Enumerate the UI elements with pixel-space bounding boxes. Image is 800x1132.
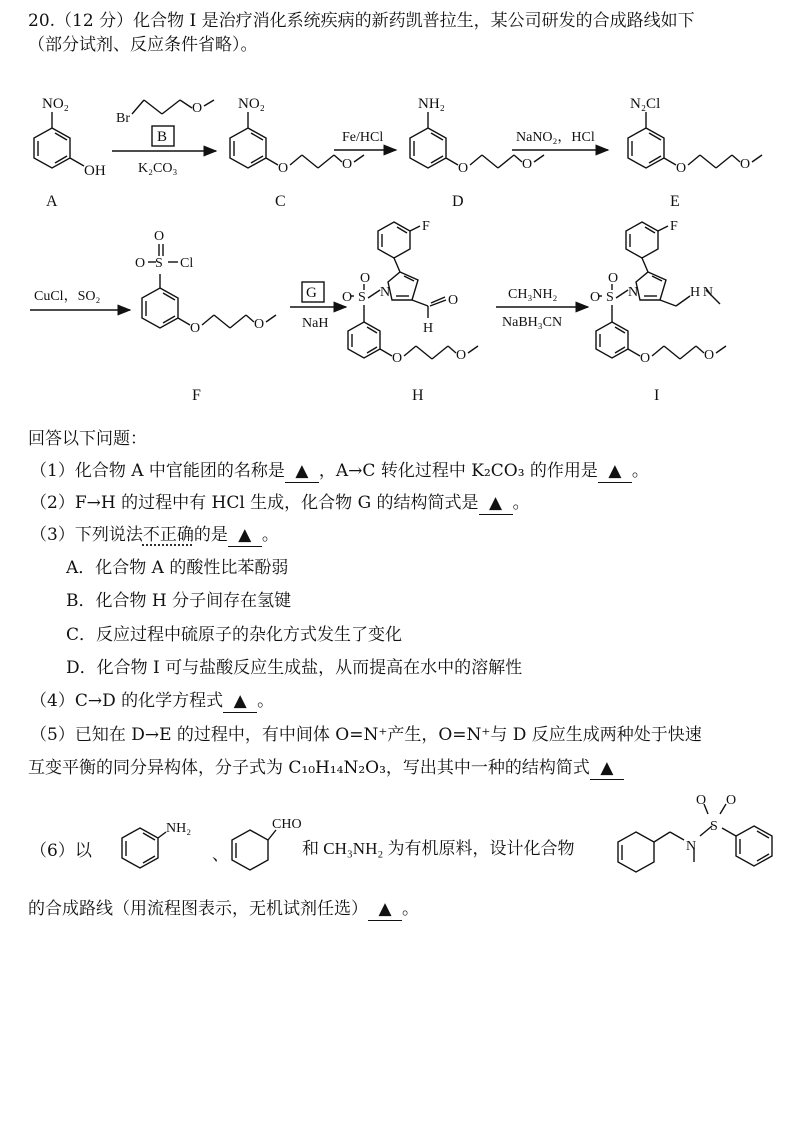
q4-text-b: 。 bbox=[257, 691, 275, 711]
q3-text-a: （3）下列说法 bbox=[30, 525, 143, 545]
c-o1: O bbox=[278, 161, 289, 176]
compound-a-structure bbox=[34, 112, 84, 168]
i-o1: O bbox=[640, 351, 651, 366]
question-line-2: （部分试剂、反应条件省略）。 bbox=[28, 35, 258, 55]
q6-cho: CHO bbox=[272, 817, 302, 832]
label-i: I bbox=[654, 387, 660, 404]
f-o2: O bbox=[254, 317, 265, 332]
question-6-line-2 bbox=[28, 898, 419, 921]
reagent-fe-hcl: Fe/HCl bbox=[342, 130, 384, 145]
e-o1: O bbox=[676, 161, 687, 176]
question-5-line-1: （5）已知在 D→E 的过程中，有中间体 O=N⁺产生，O=N⁺与 D 反应生成两种处于快速 bbox=[30, 725, 702, 745]
compound-h-structure bbox=[348, 222, 478, 359]
c-o2: O bbox=[342, 157, 353, 172]
i-o2: O bbox=[704, 348, 715, 363]
label-a: A bbox=[46, 193, 58, 210]
label-h: H bbox=[412, 387, 424, 404]
h-o1: O bbox=[392, 351, 403, 366]
h-o-left: O bbox=[342, 290, 353, 305]
question-2 bbox=[30, 492, 530, 515]
q3-option-b[interactable]: B．化合物 H 分子间存在氢键 bbox=[66, 591, 292, 611]
i-n: N bbox=[628, 285, 639, 300]
q3-option-d[interactable]: D．化合物 I 可与盐酸反应生成盐，从而提高在水中的溶解性 bbox=[66, 658, 523, 678]
question-4 bbox=[30, 690, 274, 713]
f-cl: Cl bbox=[180, 256, 194, 271]
reagent-nabh3cn: NaBH₃CN bbox=[502, 315, 563, 330]
q1-text-c: 。 bbox=[631, 461, 649, 481]
q3-text-d: 。 bbox=[261, 525, 279, 545]
label-c: C bbox=[275, 193, 286, 210]
q3-option-a[interactable]: A．化合物 A 的酸性比苯酚弱 bbox=[66, 558, 289, 578]
reagent-nah: NaH bbox=[302, 316, 329, 331]
h-s: S bbox=[358, 290, 366, 305]
reagent-k2co3: K₂CO₃ bbox=[138, 161, 178, 176]
q6-target-n: N bbox=[686, 839, 697, 854]
h-n: N bbox=[380, 285, 391, 300]
q6-text-line2: 的合成路线（用流程图表示，无机试剂任选） bbox=[28, 899, 368, 919]
reagent-cucl-so2: CuCl，SO₂ bbox=[34, 289, 101, 304]
reagent-ch3nh2: CH₃NH₂ bbox=[508, 287, 558, 302]
q6-target-s: S bbox=[710, 819, 718, 834]
q6-target-o2: O bbox=[726, 793, 737, 808]
reagent-b-label: B bbox=[157, 129, 168, 145]
q6-prefix: （6）以 bbox=[30, 841, 92, 861]
label-d: D bbox=[452, 193, 464, 210]
question-line-1: 20.（12 分）化合物 I 是治疗消化系统疾病的新药凯普拉生，某公司研发的合成路线如下 bbox=[28, 11, 695, 31]
f-s: S bbox=[155, 256, 163, 271]
q1-text-b: ，A→C 转化过程中 K₂CO₃ 的作用是 bbox=[318, 461, 598, 481]
h-h: H bbox=[423, 321, 434, 336]
q5-blank[interactable]: ▲ bbox=[590, 757, 624, 780]
q4-blank[interactable]: ▲ bbox=[223, 690, 257, 713]
q2-text-a: （2）F→H 的过程中有 HCl 生成，化合物 G 的结构简式是 bbox=[30, 493, 479, 513]
q1-text-a: （1）化合物 A 中官能团的名称是 bbox=[30, 461, 285, 481]
label-e: E bbox=[670, 193, 680, 210]
cyclohexene-aldehyde-structure bbox=[232, 830, 276, 870]
q6-structures bbox=[0, 790, 800, 900]
q2-text-b: 。 bbox=[512, 493, 530, 513]
question-3 bbox=[30, 524, 279, 547]
h-f: F bbox=[422, 219, 430, 234]
q6-separator: 、 bbox=[212, 845, 229, 864]
q6-blank[interactable]: ▲ bbox=[368, 898, 402, 921]
target-compound-structure bbox=[618, 804, 772, 872]
d-o2: O bbox=[522, 157, 533, 172]
aniline-structure bbox=[122, 828, 166, 868]
i-o-top: O bbox=[608, 271, 619, 286]
h-o2: O bbox=[456, 348, 467, 363]
e-o2: O bbox=[740, 157, 751, 172]
q5-text-a: 互变平衡的同分异构体，分子式为 C₁₀H₁₄N₂O₃，写出其中一种的结构简式 bbox=[28, 758, 590, 778]
q3-text-c: 的是 bbox=[193, 525, 228, 545]
q6-aniline-nh2: NH₂ bbox=[166, 821, 192, 836]
label-f: F bbox=[192, 387, 201, 404]
i-s: S bbox=[606, 290, 614, 305]
d-o1: O bbox=[458, 161, 469, 176]
b-o: O bbox=[192, 101, 203, 116]
d-nh2: NH₂ bbox=[418, 96, 445, 112]
q1-blank-1[interactable]: ▲ bbox=[285, 460, 319, 483]
q6-target-o1: O bbox=[696, 793, 707, 808]
c-no2: NO₂ bbox=[238, 96, 265, 112]
answer-intro: 回答以下问题： bbox=[28, 429, 147, 449]
i-nh: H N bbox=[690, 285, 714, 300]
h-o-aldehyde: O bbox=[448, 293, 459, 308]
a-no2: NO₂ bbox=[42, 96, 69, 112]
i-f: F bbox=[670, 219, 678, 234]
q1-blank-2[interactable]: ▲ bbox=[598, 460, 632, 483]
q2-blank[interactable]: ▲ bbox=[479, 492, 513, 515]
f-o-left: O bbox=[135, 256, 146, 271]
f-o1: O bbox=[190, 321, 201, 336]
i-o-left: O bbox=[590, 290, 601, 305]
reagent-nano2-hcl: NaNO₂，HCl bbox=[516, 130, 595, 145]
reagent-g-label: G bbox=[306, 285, 317, 301]
question-5-line-2 bbox=[28, 757, 624, 780]
synthesis-scheme bbox=[0, 0, 800, 420]
b-br: Br bbox=[116, 111, 130, 126]
q6-text-c: 和 CH₃NH₂ 为有机原料，设计化合物 bbox=[302, 839, 575, 858]
question-1 bbox=[30, 460, 649, 483]
f-o-top: O bbox=[154, 229, 165, 244]
a-oh: OH bbox=[84, 163, 106, 179]
e-n2cl: N₂Cl bbox=[630, 96, 661, 112]
q3-option-c[interactable]: C．反应过程中硫原子的杂化方式发生了变化 bbox=[66, 625, 403, 645]
q4-text-a: （4）C→D 的化学方程式 bbox=[30, 691, 224, 711]
q6-text-end: 。 bbox=[402, 899, 419, 919]
q3-emphasis: 不正确 bbox=[142, 525, 194, 545]
q3-blank[interactable]: ▲ bbox=[228, 524, 262, 547]
h-o-top: O bbox=[360, 271, 371, 286]
